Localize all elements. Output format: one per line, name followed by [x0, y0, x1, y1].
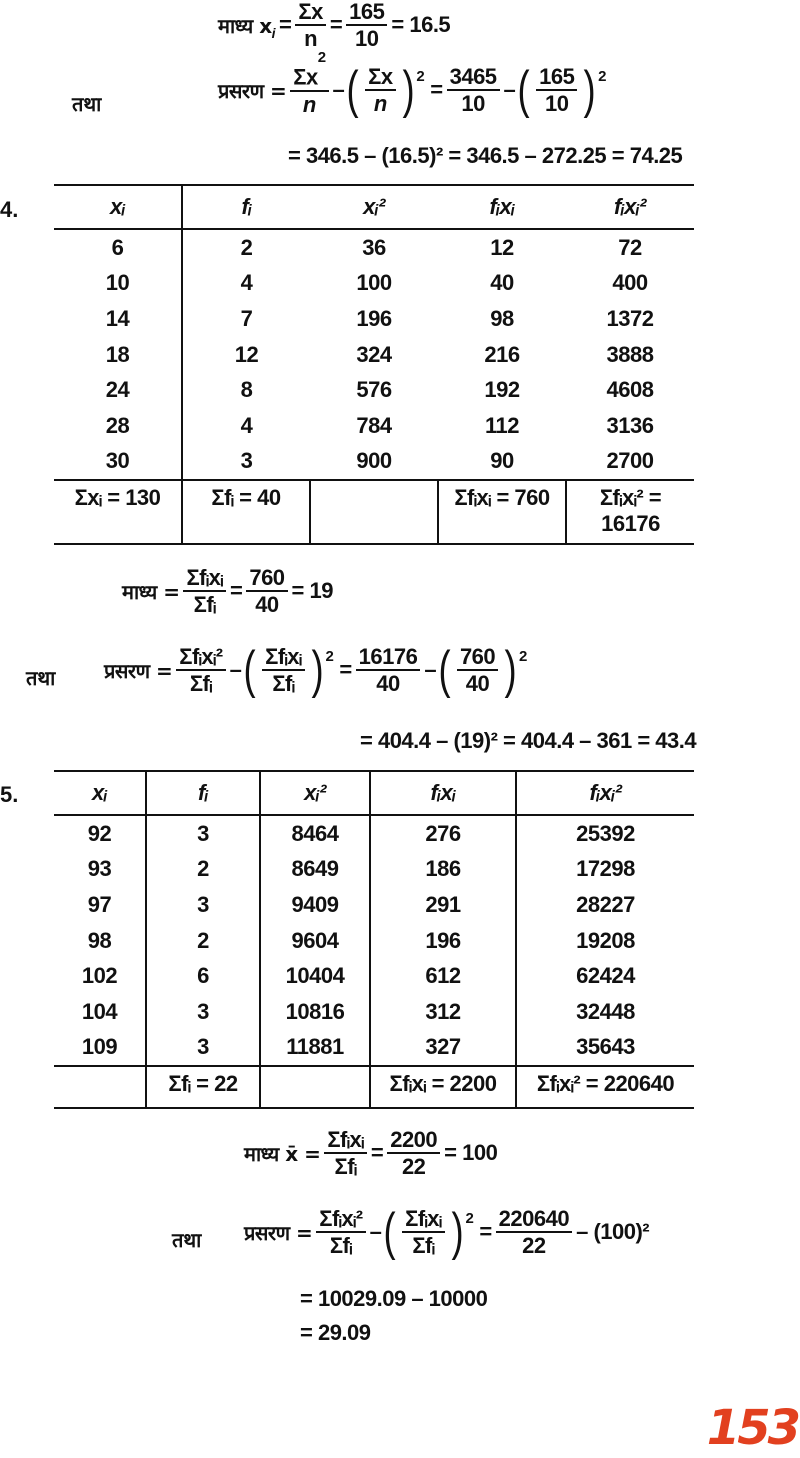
- numerator: Σfᵢxᵢ²: [176, 645, 225, 671]
- q4-mean-formula: [122, 566, 333, 616]
- equals-sign: =: [279, 12, 292, 38]
- table-row: [54, 923, 694, 959]
- total-cell: Σxᵢ = 130: [54, 480, 182, 544]
- q3-mean-result: = 16.5: [391, 12, 451, 38]
- numerator: Σx: [293, 64, 318, 90]
- table-cell: 576: [356, 377, 392, 403]
- column-header: xᵢ: [54, 185, 182, 229]
- q4-mean-label: माध्य =: [122, 579, 180, 604]
- column-header: fᵢxᵢ: [438, 185, 566, 229]
- table-cell: 104: [54, 994, 146, 1030]
- fraction: $\frac{\Sigma x^2}{n}$: [290, 64, 328, 116]
- table-cell: 11881: [260, 1030, 370, 1067]
- table-row: [54, 337, 694, 373]
- table-cell: 4: [240, 270, 253, 296]
- total-cell: [260, 1066, 370, 1108]
- table-cell: 216: [484, 341, 520, 367]
- table-cell: 62424: [576, 963, 635, 989]
- total-cell: Σfᵢ = 40: [182, 480, 310, 544]
- table-row: [54, 266, 694, 302]
- table-cell: 25392: [576, 820, 635, 846]
- table-cell: 36: [362, 234, 386, 260]
- table-cell: 784: [356, 412, 392, 438]
- table-cell: 9604: [260, 923, 370, 959]
- table-row: [54, 229, 694, 266]
- table-cell: 3888: [606, 341, 654, 367]
- table-cell: 18: [54, 337, 182, 373]
- fraction: [176, 645, 225, 695]
- table-cell: 98: [490, 305, 514, 331]
- column-header: fᵢxᵢ²: [516, 771, 694, 815]
- table-cell: 8: [240, 377, 253, 403]
- table-cell: 12: [490, 234, 514, 260]
- table-cell: 2700: [606, 448, 654, 474]
- denominator: Σfᵢ: [189, 671, 212, 696]
- column-header: xᵢ: [54, 771, 146, 815]
- table-cell: 28: [54, 408, 182, 444]
- numerator: 760: [457, 645, 498, 671]
- q4-variance-result: = 404.4 – (19)² = 404.4 – 361 = 43.4: [360, 728, 697, 753]
- table-cell: 196: [370, 923, 516, 959]
- table-row: [54, 958, 694, 994]
- numerator: Σfᵢxᵢ: [183, 566, 225, 592]
- table-cell: 102: [54, 958, 146, 994]
- q3-variance-label: प्रसरण =: [218, 78, 287, 103]
- equals-sign: =: [370, 1140, 384, 1166]
- column-header: fᵢxᵢ²: [566, 185, 694, 229]
- numerator: Σx: [365, 65, 395, 91]
- total-cell-line: Σfᵢxᵢ² =: [599, 485, 662, 511]
- numerator: Σfᵢxᵢ: [262, 645, 304, 671]
- column-header: xᵢ²: [260, 771, 370, 815]
- table-cell: 276: [370, 815, 516, 852]
- table-cell: 2: [240, 234, 253, 260]
- fraction: [536, 65, 577, 115]
- table-cell: 4: [240, 412, 253, 438]
- q4-mean-result: = 19: [291, 578, 333, 604]
- q5-number: 5.: [0, 782, 19, 807]
- table-row: [54, 852, 694, 888]
- q5-mean-formula: [244, 1128, 497, 1178]
- denominator: 10: [461, 91, 485, 116]
- table-cell: 3: [146, 1030, 260, 1067]
- equals-sign: =: [430, 77, 443, 102]
- table-cell: 10: [54, 266, 182, 302]
- q5-variance-step: = 10029.09 – 10000: [300, 1286, 488, 1311]
- column-header: fᵢxᵢ: [370, 771, 516, 815]
- table-cell: 327: [370, 1030, 516, 1067]
- denominator: 40: [255, 592, 279, 618]
- denominator: Σfᵢ: [193, 592, 216, 618]
- numerator: 760: [246, 566, 287, 592]
- table-row: [54, 301, 694, 337]
- numerator: 16176: [356, 645, 421, 671]
- q5-variance-tail: – (100)²: [576, 1219, 650, 1244]
- table-cell: 35643: [576, 1034, 635, 1060]
- table-cell: 109: [54, 1030, 146, 1067]
- table-cell: 3: [240, 448, 253, 474]
- denominator: 40: [376, 671, 400, 696]
- table-cell: 10404: [260, 958, 370, 994]
- table-cell: 8649: [260, 852, 370, 888]
- table-cell: 6: [146, 958, 260, 994]
- q3-variance-result: = 346.5 – (16.5)² = 346.5 – 272.25 = 74.25: [288, 143, 683, 168]
- denominator: 10: [355, 26, 379, 52]
- fraction: [246, 566, 287, 616]
- numerator: Σfᵢxᵢ²: [316, 1207, 365, 1233]
- fraction: [262, 645, 304, 695]
- page-number: 153: [706, 1400, 798, 1456]
- table-row: [54, 372, 694, 408]
- fraction: [365, 65, 395, 115]
- table-cell: 3: [146, 994, 260, 1030]
- total-cell-line: 16176: [601, 511, 660, 537]
- q5-mean-label: माध्य x̄ =: [244, 1141, 321, 1166]
- table-cell: 3: [146, 815, 260, 852]
- table-cell: 24: [54, 372, 182, 408]
- table-cell: 6: [54, 229, 182, 266]
- table-cell: 90: [490, 448, 514, 474]
- table-cell: 3: [146, 887, 260, 923]
- table-cell: 72: [618, 234, 642, 260]
- q4-table: [54, 184, 694, 545]
- numerator: 165: [536, 65, 577, 91]
- fraction: [316, 1207, 365, 1257]
- table-row: [54, 815, 694, 852]
- numerator: Σfᵢxᵢ: [324, 1128, 366, 1154]
- table-cell: 400: [612, 270, 648, 296]
- total-cell: [54, 1066, 146, 1108]
- total-cell: Σfᵢxᵢ = 760: [438, 480, 566, 544]
- q4-variance-formula: प्रसरण = $\frac{\text{Σfᵢxᵢ²}}{\text{Σfᵢ}}$ – ( $\frac{\text{Σfᵢxᵢ}}{\text{Σfᵢ}}$ ) 2 = $\frac{16176}{40}$ – ( $\frac{760}{40}$ ) 2: [104, 641, 527, 699]
- table-cell: 186: [370, 852, 516, 888]
- equals-sign: =: [339, 657, 352, 682]
- table-cell: 2: [146, 852, 260, 888]
- numerator: Σx: [295, 0, 325, 26]
- q5-variance-result: = 29.09: [300, 1320, 371, 1345]
- table-cell: 98: [54, 923, 146, 959]
- numerator: 220640: [496, 1207, 572, 1233]
- table-cell: 612: [370, 958, 516, 994]
- total-cell: [310, 480, 438, 544]
- denominator: n: [304, 26, 318, 52]
- table-header-row: [54, 771, 694, 815]
- q3-variance-formula: प्रसरण = $\frac{\Sigma x^2}{n}$ – ( $\frac{\Sigma x}{n}$ ) 2 = $\frac{3465}{10}$ – ( $\frac{165}{10}$ ) 2: [218, 49, 607, 119]
- table-cell: 12: [234, 341, 259, 367]
- denominator: Σfᵢ: [329, 1233, 352, 1258]
- denominator: 40: [465, 671, 490, 696]
- table-cell: 4608: [606, 377, 654, 403]
- table-cell: 1372: [606, 305, 654, 331]
- denominator: Σfᵢ: [334, 1154, 357, 1180]
- fraction: [183, 566, 225, 616]
- table-cell: 8464: [260, 815, 370, 852]
- table-cell: 3136: [606, 412, 654, 438]
- table-row: [54, 1030, 694, 1067]
- table-cell: 196: [356, 305, 392, 331]
- total-cell: Σfᵢ = 22: [146, 1066, 260, 1108]
- q5-mean-result: = 100: [444, 1140, 498, 1166]
- denominator: Σfᵢ: [272, 671, 295, 696]
- total-cell: Σfᵢxᵢ = 2200: [370, 1066, 516, 1108]
- q5-tatha: तथा: [172, 1228, 202, 1252]
- numerator: 3465: [447, 65, 500, 91]
- table-cell: 192: [484, 377, 520, 403]
- table-row: [54, 408, 694, 444]
- equals-sign: =: [329, 12, 343, 38]
- numerator: Σfᵢxᵢ: [402, 1207, 444, 1233]
- q5-variance-formula: प्रसरण = $\frac{\text{Σfᵢxᵢ²}}{\text{Σfᵢ}}$ – ( $\frac{\text{Σfᵢxᵢ}}{\text{Σfᵢ}}$ ) 2 = $\frac{220640}{22}$ – (100)²: [244, 1203, 650, 1261]
- q4-variance-label: प्रसरण =: [104, 658, 173, 683]
- denominator: Σfᵢ: [412, 1233, 435, 1258]
- fraction: [402, 1207, 444, 1257]
- column-header: fᵢ: [146, 771, 260, 815]
- table-row: [54, 887, 694, 923]
- denominator: n: [302, 91, 316, 117]
- total-cell: Σfᵢxᵢ² = 220640: [516, 1066, 694, 1108]
- totals-row: [54, 480, 694, 544]
- q5-table: [54, 770, 694, 1109]
- table-cell: 324: [356, 341, 392, 367]
- table-cell: 100: [356, 270, 392, 296]
- table-cell: 32448: [576, 998, 635, 1024]
- q3-mean-fraction: [295, 0, 325, 50]
- q3-mean-value-fraction: [346, 0, 387, 50]
- q4-number: 4.: [0, 197, 19, 222]
- table-cell: 900: [356, 448, 392, 474]
- table-cell: 10816: [260, 994, 370, 1030]
- q4-tatha: तथा: [26, 666, 56, 690]
- denominator: 22: [522, 1233, 546, 1258]
- table-cell: 9409: [260, 887, 370, 923]
- q3-mean-subscript: i: [271, 25, 276, 42]
- fraction: [387, 1128, 440, 1178]
- q5-variance-label: प्रसरण =: [244, 1220, 313, 1245]
- table-cell: 97: [54, 887, 146, 923]
- numerator: 165: [346, 0, 387, 26]
- equals-sign: =: [479, 1219, 492, 1244]
- fraction: [324, 1128, 366, 1178]
- table-cell: 7: [240, 305, 253, 331]
- total-cell: [566, 480, 694, 544]
- table-cell: 2: [146, 923, 260, 959]
- q3-mean-label: माध्य x: [218, 13, 272, 38]
- table-cell: 30: [54, 444, 182, 481]
- table-cell: 312: [370, 994, 516, 1030]
- table-cell: 17298: [576, 856, 635, 882]
- column-header: xᵢ²: [310, 185, 438, 229]
- column-header: fᵢ: [182, 185, 310, 229]
- totals-row: [54, 1066, 694, 1108]
- fraction: [457, 645, 498, 695]
- q3-tatha: तथा: [72, 92, 102, 116]
- fraction: [356, 645, 421, 695]
- table-cell: 14: [54, 301, 182, 337]
- equals-sign: =: [229, 578, 243, 604]
- table-cell: 92: [54, 815, 146, 852]
- denominator: n: [373, 91, 387, 116]
- table-row: [54, 994, 694, 1030]
- table-cell: 28227: [576, 891, 635, 917]
- numerator: 2200: [387, 1128, 440, 1154]
- denominator: 10: [544, 91, 569, 116]
- q3-mean-formula: [218, 0, 450, 50]
- table-cell: 93: [54, 852, 146, 888]
- fraction: [496, 1207, 572, 1257]
- table-cell: 40: [490, 270, 514, 296]
- denominator: 22: [401, 1154, 426, 1180]
- table-header-row: [54, 185, 694, 229]
- table-cell: 19208: [576, 927, 635, 953]
- table-cell: 112: [485, 412, 519, 438]
- table-cell: 291: [370, 887, 516, 923]
- fraction: [447, 65, 500, 115]
- table-row: [54, 444, 694, 481]
